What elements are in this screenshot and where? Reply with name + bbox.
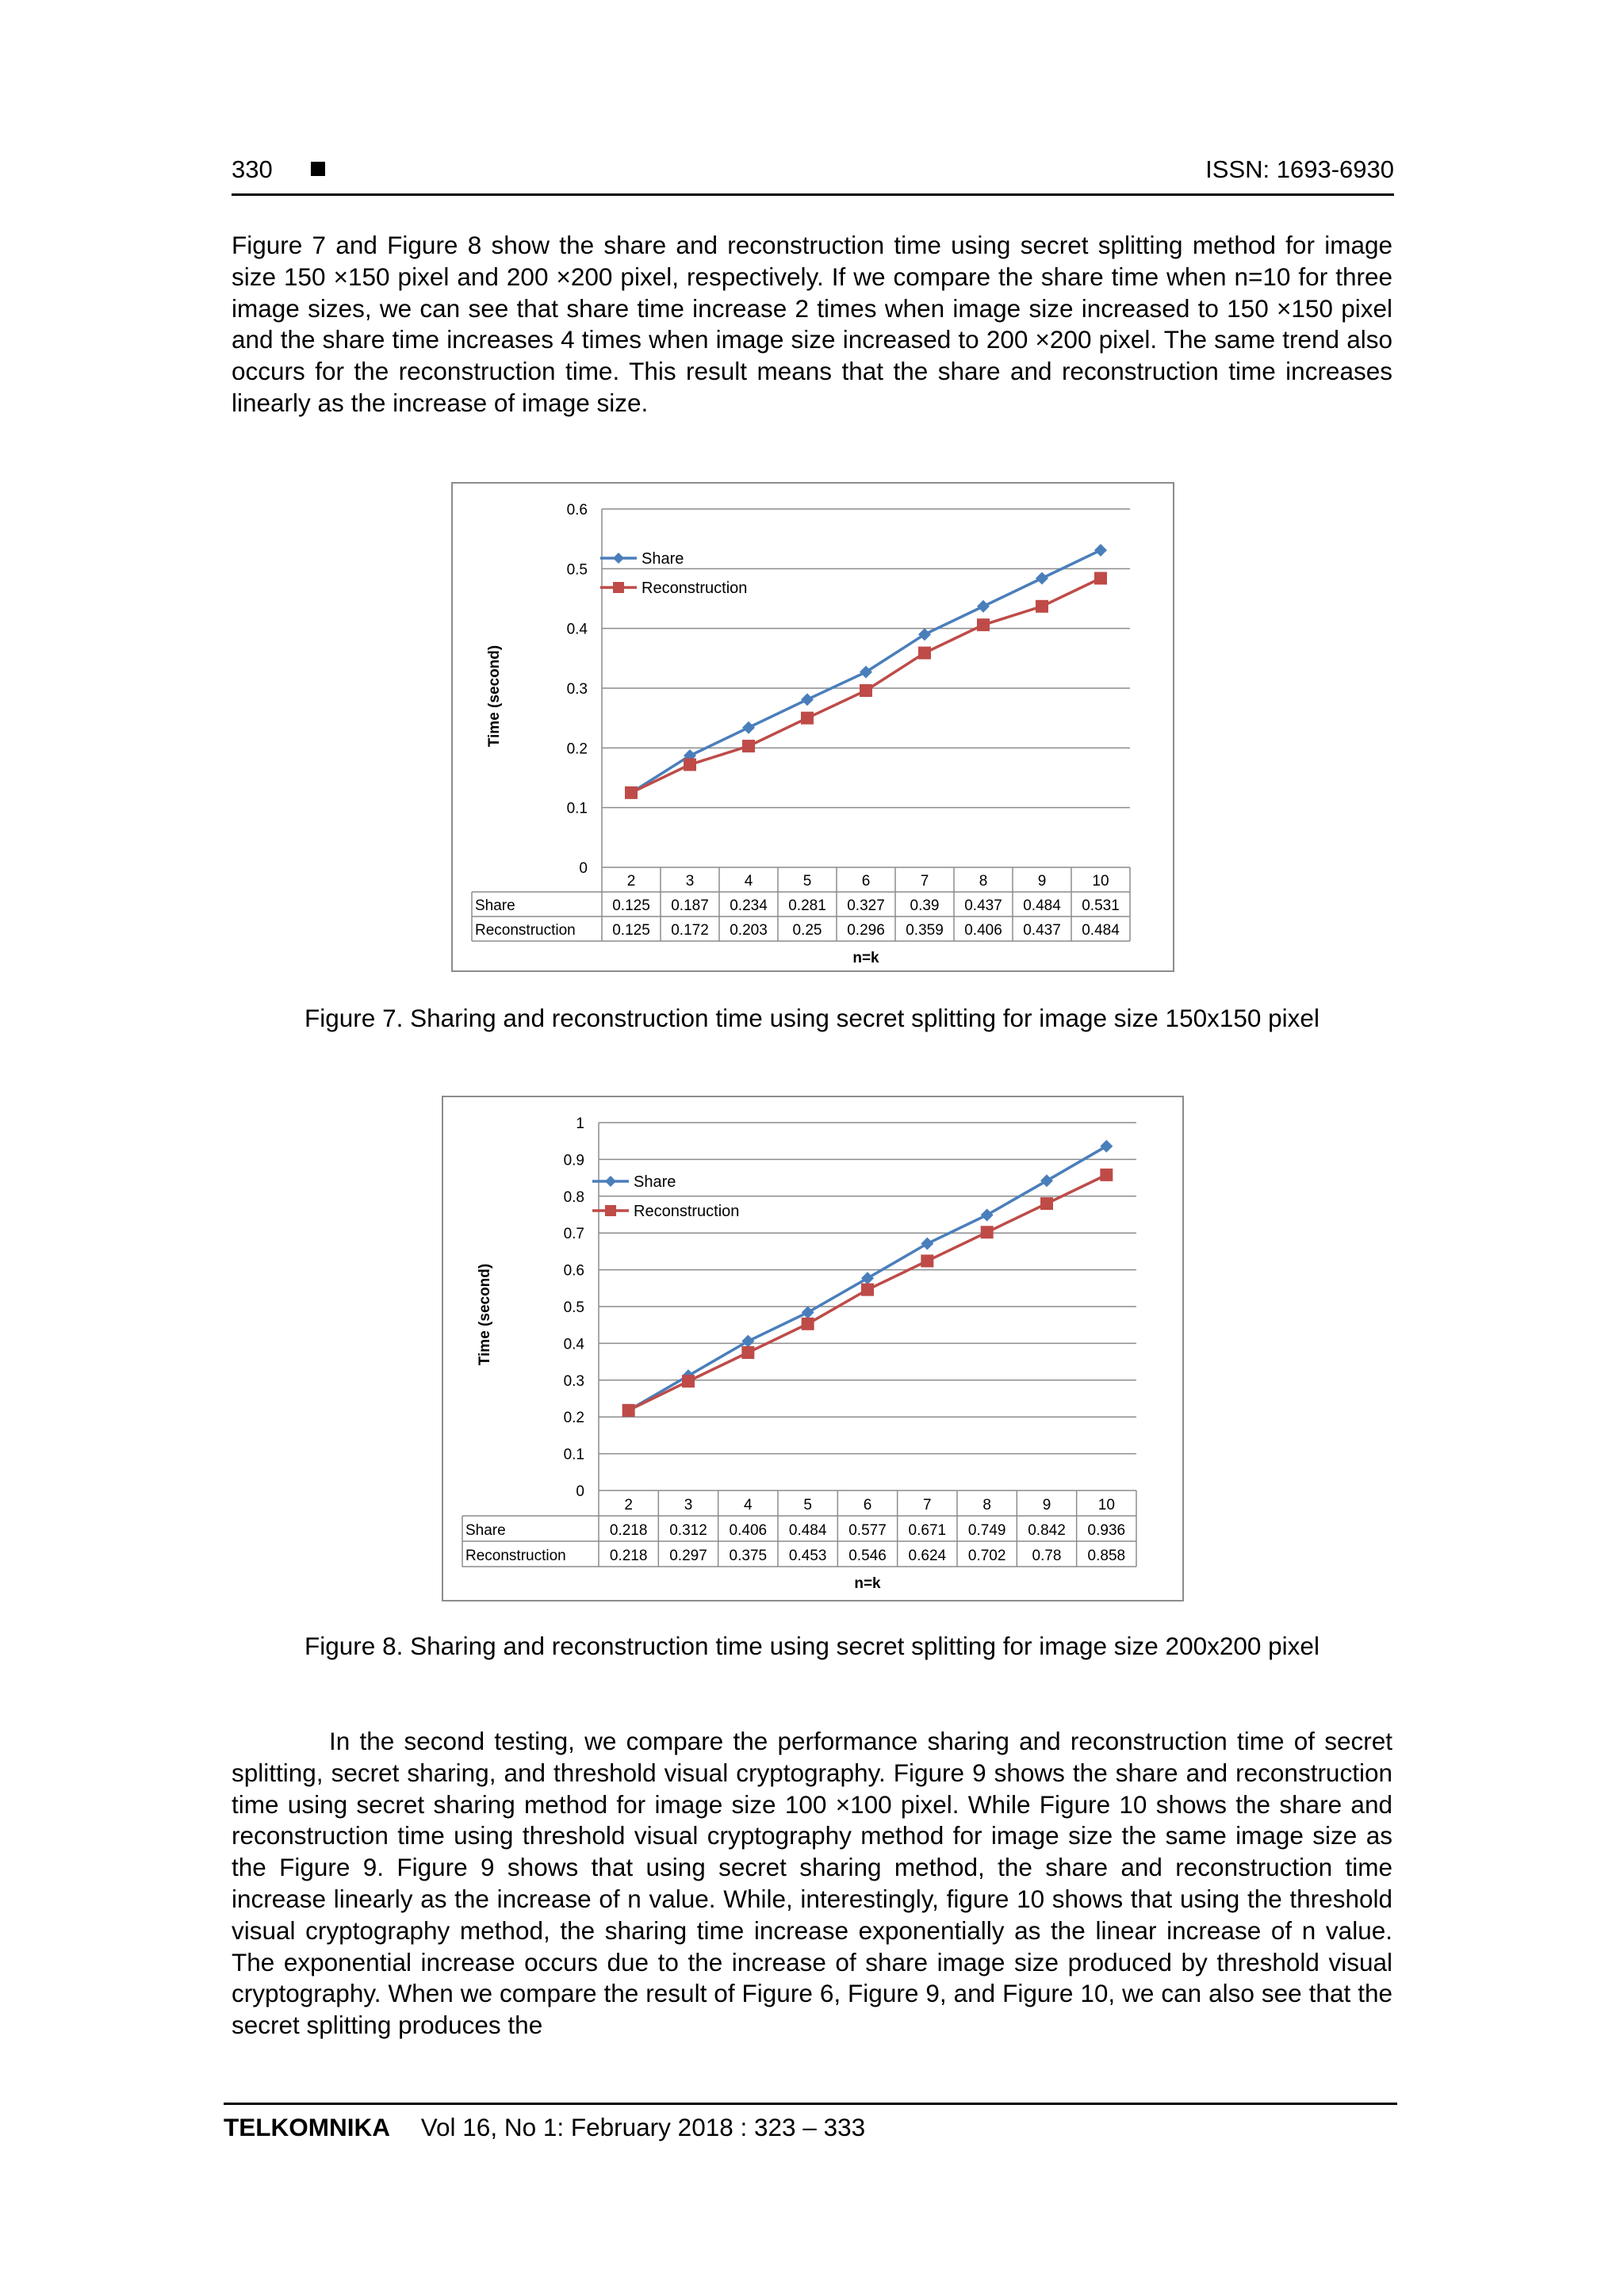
table-value: 0.842 (1028, 1522, 1066, 1539)
table-value: 0.234 (730, 897, 768, 914)
y-tick-label: 0.7 (563, 1226, 584, 1243)
table-value: 0.749 (967, 1522, 1006, 1539)
x-axis-title: n=k (852, 950, 879, 966)
table-value: 0.531 (1082, 897, 1120, 914)
figure-8-svg (443, 1097, 1182, 1600)
table-value: 0.187 (671, 897, 709, 914)
x-tick-label: 5 (803, 1497, 812, 1513)
table-value: 0.375 (729, 1548, 768, 1564)
page-header (232, 152, 1394, 196)
figure-7-caption: Figure 7. Sharing and reconstruction time using secret splitting for image size 150x150 pixel (304, 1004, 1320, 1032)
reconstruction-point (684, 758, 696, 771)
legend-label: Share (634, 1173, 676, 1191)
y-tick-label: 0.5 (563, 1299, 584, 1316)
issn: ISSN: 1693-6930 (1205, 155, 1394, 183)
table-value: 0.546 (848, 1548, 887, 1564)
reconstruction-point (622, 1404, 635, 1417)
reconstruction-point (921, 1254, 933, 1267)
y-tick-label: 0 (579, 860, 588, 877)
reconstruction-point (625, 786, 638, 799)
x-tick-label: 6 (863, 1497, 872, 1513)
table-value: 0.125 (612, 922, 650, 939)
share-point (802, 1306, 814, 1318)
journal-name: TELKOMNIKA (224, 2113, 390, 2141)
y-tick-label: 0.6 (563, 1262, 584, 1280)
reconstruction-point (861, 1284, 874, 1296)
table-value: 0.218 (609, 1548, 648, 1564)
share-point (1100, 1140, 1113, 1153)
figure-8-caption: Figure 8. Sharing and reconstruction time using secret splitting for image size 200x200 pixel (304, 1632, 1320, 1660)
table-value: 0.312 (669, 1522, 707, 1539)
journal-details: Vol 16, No 1: February 2018 : 323 – 333 (420, 2113, 866, 2141)
page-number: 330 (232, 155, 273, 183)
table-value: 0.296 (847, 922, 885, 939)
table-value: 0.78 (1032, 1548, 1062, 1564)
x-tick-label: 3 (684, 1497, 693, 1513)
table-value: 0.484 (1023, 897, 1061, 914)
reconstruction-point (977, 618, 990, 631)
x-tick-label: 6 (861, 873, 871, 890)
y-tick-label: 0.6 (566, 502, 588, 519)
x-tick-label: 2 (626, 873, 636, 890)
reconstruction-point (741, 1346, 754, 1359)
table-value: 0.624 (908, 1548, 947, 1564)
reconstruction-point (1036, 600, 1048, 613)
paragraph-1: Figure 7 and Figure 8 show the share and reconstruction time using secret splitting method for image size 150 ×150 pixel and 200 ×200 pixel, respectively. If we compare the share time when n=10 for three image sizes, we can see that share time increase 2 times when image size increased to 150 ×150 pixel and the share time increases 4 times when image size increased to 200 ×200 pixel. The same trend also occurs for the reconstruction time. This result means that the share and reconstruction time increases linearly as the increase of image size. (232, 231, 1392, 417)
table-value: 0.125 (612, 897, 650, 914)
reconstruction-point (918, 647, 931, 660)
table-value: 0.25 (792, 922, 822, 939)
table-value: 0.453 (788, 1548, 827, 1564)
x-tick-label: 9 (1042, 1497, 1051, 1513)
table-value: 0.39 (910, 897, 940, 914)
table-value: 0.858 (1087, 1548, 1126, 1564)
y-tick-label: 0.9 (563, 1152, 584, 1169)
table-value: 0.359 (906, 922, 944, 939)
y-tick-label: 0.3 (563, 1372, 584, 1390)
table-value: 0.406 (729, 1522, 768, 1539)
y-tick-label: 0.2 (563, 1410, 584, 1427)
y-tick-label: 0.2 (566, 740, 588, 758)
x-tick-label: 9 (1037, 873, 1047, 890)
table-value: 0.406 (964, 922, 1002, 939)
y-tick-label: 0.3 (566, 681, 588, 698)
y-tick-label: 0.4 (566, 621, 588, 638)
table-value: 0.281 (788, 897, 826, 914)
table-value: 0.577 (848, 1522, 887, 1539)
table-value: 0.936 (1087, 1522, 1126, 1539)
figure-7-chart (451, 482, 1174, 972)
share-point (1036, 572, 1048, 584)
reconstruction-point (981, 1226, 994, 1238)
table-value: 0.484 (1082, 922, 1120, 939)
legend-marker (605, 1205, 616, 1216)
y-tick-label: 0.1 (563, 1446, 584, 1464)
table-series-label: Reconstruction (475, 922, 576, 939)
share-point (861, 1272, 874, 1284)
table-value: 0.702 (967, 1548, 1006, 1564)
reconstruction-point (802, 1318, 814, 1330)
table-value: 0.297 (669, 1548, 707, 1564)
reconstruction-point (1040, 1197, 1053, 1210)
reconstruction-point (801, 712, 814, 725)
table-series-label: Reconstruction (465, 1548, 566, 1564)
y-tick-label: 0 (576, 1483, 584, 1500)
y-tick-label: 0.5 (566, 561, 588, 579)
reconstruction-point (1094, 572, 1107, 584)
legend-marker (605, 1176, 616, 1187)
legend-marker (613, 582, 624, 593)
table-value: 0.484 (788, 1522, 827, 1539)
y-tick-label: 0.1 (566, 800, 588, 817)
reconstruction-point (860, 684, 872, 697)
paragraph-2: In the second testing, we compare the performance sharing and reconstruction time of secret splitting, secret sharing, and threshold visual cryptography. Figure 9 shows the share and reconstruction time using secret sharing method for image size 100 ×100 pixel. While Figure 10 shows the share and reconstruction time using threshold visual cryptography method for image size the same image size as the Figure 9. Figure 9 shows that using secret sharing method, the share and reconstruction time increase linearly as the increase of n value. While, interestingly, figure 10 shows that using the threshold visual cryptography method, the sharing time increase exponentially as the linear increase of n value. The exponential increase occurs due to the increase of share image size produced by threshold visual cryptography. When we compare the result of Figure 6, Figure 9, and Figure 10, we can also see that the secret splitting produces the (232, 1727, 1392, 2040)
x-tick-label: 10 (1092, 873, 1109, 890)
x-tick-label: 10 (1097, 1497, 1115, 1513)
square-bullet-icon (311, 162, 325, 176)
table-series-label: Share (475, 897, 515, 914)
y-tick-label: 0.4 (563, 1336, 584, 1353)
share-point (1040, 1174, 1053, 1187)
share-point (977, 600, 990, 613)
reconstruction-point (742, 740, 755, 752)
page-footer (224, 2103, 1397, 2142)
table-value: 0.437 (964, 897, 1002, 914)
x-tick-label: 7 (923, 1497, 932, 1513)
share-point (1094, 544, 1107, 557)
legend-marker (613, 553, 624, 564)
x-axis-title: n=k (854, 1575, 881, 1592)
share-point (981, 1208, 994, 1221)
legend-label: Share (642, 550, 684, 568)
table-value: 0.437 (1023, 922, 1061, 939)
figure-8-chart (442, 1096, 1184, 1601)
share-point (921, 1238, 933, 1250)
y-axis-title: Time (second) (477, 1263, 493, 1366)
x-tick-label: 4 (744, 1497, 753, 1513)
x-tick-label: 5 (802, 873, 812, 890)
x-tick-label: 8 (982, 1497, 991, 1513)
table-value: 0.203 (730, 922, 768, 939)
x-tick-label: 8 (979, 873, 988, 890)
x-tick-label: 3 (685, 873, 695, 890)
table-value: 0.671 (908, 1522, 947, 1539)
figure-7-svg (453, 484, 1173, 970)
table-series-label: Share (465, 1522, 506, 1539)
y-tick-label: 0.8 (563, 1188, 584, 1206)
x-tick-label: 7 (920, 873, 929, 890)
legend-label: Reconstruction (634, 1203, 740, 1220)
table-value: 0.218 (609, 1522, 648, 1539)
x-tick-label: 4 (744, 873, 753, 890)
table-value: 0.172 (671, 922, 709, 939)
reconstruction-point (682, 1375, 695, 1387)
share-point (742, 721, 755, 734)
x-tick-label: 2 (624, 1497, 633, 1513)
share-point (801, 693, 814, 706)
y-tick-label: 1 (576, 1115, 584, 1132)
legend-label: Reconstruction (642, 580, 748, 597)
share-point (741, 1335, 754, 1348)
reconstruction-point (1100, 1169, 1113, 1181)
y-axis-title: Time (second) (486, 645, 503, 748)
table-value: 0.327 (847, 897, 885, 914)
